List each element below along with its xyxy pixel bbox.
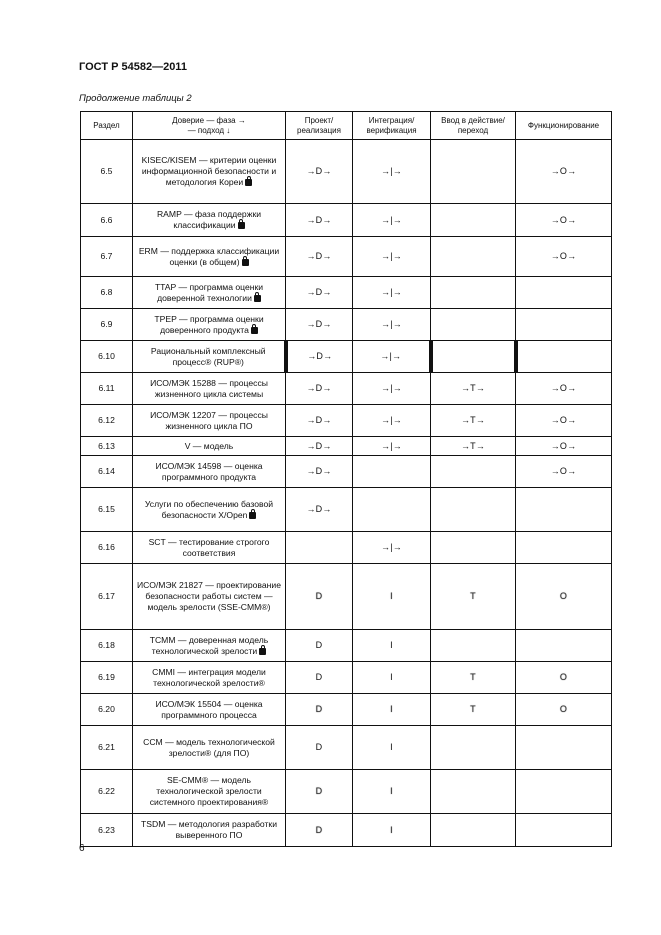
approach-cell (133, 437, 286, 456)
section-cell: 6.16 (81, 532, 133, 564)
operation-cell: →O→ (516, 140, 612, 204)
design-cell: →D→ (286, 140, 353, 204)
operation-cell (516, 309, 612, 341)
design-cell: →D→ (286, 373, 353, 405)
approach-text: TCMM — доверенная модель технологической зрелости (149, 634, 269, 656)
lock-icon (254, 295, 261, 302)
approach-text: KISEC/KISEM — критерии оценки информационной безопасности и методология Кореи (141, 155, 277, 187)
table-row (81, 488, 612, 532)
approach-text: ИСО/МЭК 12207 — процессы жизненного цикла ПО (150, 409, 268, 431)
transition-cell (431, 456, 516, 488)
approach-cell (133, 662, 286, 694)
transition-cell: →T→ (431, 405, 516, 437)
section-cell: 6.7 (81, 237, 133, 277)
col-header-operation: Функционирование (516, 112, 612, 140)
approach-cell (133, 405, 286, 437)
operation-cell: →O→ (516, 437, 612, 456)
transition-cell (431, 630, 516, 662)
design-cell: →D→ (286, 341, 353, 373)
transition-cell (431, 204, 516, 237)
transition-cell (431, 309, 516, 341)
table-header-row (81, 112, 612, 140)
table-row (81, 204, 612, 237)
approach-text: ИСО/МЭК 15288 — процессы жизненного цикла системы (150, 377, 268, 399)
approach-text: SE-CMM® — модель технологической зрелости системного проектирования® (149, 775, 269, 807)
integration-cell: →|→ (353, 373, 431, 405)
table-row (81, 437, 612, 456)
lock-icon (251, 327, 258, 334)
operation-cell: O (516, 662, 612, 694)
section-cell: 6.18 (81, 630, 133, 662)
col-header-transition: Ввод в действие/ переход (431, 112, 516, 140)
transition-cell (431, 532, 516, 564)
transition-cell (431, 140, 516, 204)
approach-cell (133, 373, 286, 405)
section-cell: 6.9 (81, 309, 133, 341)
transition-cell (431, 488, 516, 532)
operation-cell: O (516, 564, 612, 630)
design-cell: D (286, 814, 353, 847)
design-cell: →D→ (286, 309, 353, 341)
integration-cell (353, 488, 431, 532)
approach-text: ИСО/МЭК 21827 — проектирование безопасности работы систем — модель зрелости (SSE-CMM®) (137, 580, 281, 612)
integration-cell: →|→ (353, 237, 431, 277)
table-row (81, 341, 612, 373)
integration-cell: I (353, 814, 431, 847)
transition-cell: T (431, 564, 516, 630)
approach-text: V — модель (184, 440, 234, 451)
section-cell: 6.15 (81, 488, 133, 532)
operation-cell: →O→ (516, 237, 612, 277)
section-cell: 6.11 (81, 373, 133, 405)
approach-cell (133, 140, 286, 204)
integration-cell: I (353, 770, 431, 814)
approach-text: TSDM — методология разработки выверенного ПО (141, 819, 277, 840)
approach-cell (133, 770, 286, 814)
table-row (81, 662, 612, 694)
approach-cell (133, 277, 286, 309)
integration-cell: I (353, 694, 431, 726)
table-row (81, 564, 612, 630)
design-cell: D (286, 694, 353, 726)
design-cell: D (286, 726, 353, 770)
operation-cell: O (516, 694, 612, 726)
design-cell: →D→ (286, 488, 353, 532)
section-cell: 6.20 (81, 694, 133, 726)
integration-cell: →|→ (353, 277, 431, 309)
section-cell: 6.5 (81, 140, 133, 204)
approach-cell (133, 204, 286, 237)
section-cell: 6.21 (81, 726, 133, 770)
table-row (81, 694, 612, 726)
operation-cell (516, 770, 612, 814)
operation-cell (516, 630, 612, 662)
trust-phase-table (80, 111, 612, 847)
lock-icon (259, 648, 266, 655)
section-cell: 6.12 (81, 405, 133, 437)
approach-cell (133, 237, 286, 277)
approach-text: RAMP — фаза поддержки классификации (156, 209, 262, 230)
integration-cell: →|→ (353, 204, 431, 237)
integration-cell: →|→ (353, 437, 431, 456)
transition-cell (431, 770, 516, 814)
col-header-section: Раздел (81, 112, 133, 140)
table-row (81, 309, 612, 341)
col-header-integration: Интеграция/ верификация (353, 112, 431, 140)
design-cell: →D→ (286, 437, 353, 456)
approach-text: TPEP — программа оценки доверенного продукта (154, 313, 264, 335)
integration-cell: I (353, 726, 431, 770)
transition-cell: T (431, 694, 516, 726)
approach-cell (133, 309, 286, 341)
transition-cell (431, 277, 516, 309)
design-cell (286, 532, 353, 564)
table-row (81, 277, 612, 309)
col-header-approach: Доверие — фаза → — подход ↓ (133, 112, 286, 140)
table-continuation-label: Продолжение таблицы 2 (79, 93, 192, 104)
col-header-design: Проект/ реализация (286, 112, 353, 140)
design-cell: →D→ (286, 456, 353, 488)
approach-cell (133, 341, 286, 373)
approach-cell (133, 564, 286, 630)
design-cell: D (286, 770, 353, 814)
table-row (81, 532, 612, 564)
operation-cell (516, 341, 612, 373)
transition-cell (431, 726, 516, 770)
operation-cell (516, 488, 612, 532)
integration-cell: I (353, 564, 431, 630)
design-cell: D (286, 662, 353, 694)
lock-icon (238, 222, 245, 229)
table-row (81, 770, 612, 814)
table-row (81, 630, 612, 662)
design-cell: →D→ (286, 237, 353, 277)
section-cell: 6.23 (81, 814, 133, 847)
transition-cell (431, 814, 516, 847)
approach-text: TTAP — программа оценки доверенной технологии (154, 281, 264, 303)
approach-text: Рациональный комплексный процесс® (RUP®) (150, 345, 266, 367)
approach-text: ИСО/МЭК 15504 — оценка программного процесса (155, 698, 263, 720)
design-cell: →D→ (286, 405, 353, 437)
integration-cell: I (353, 662, 431, 694)
section-cell: 6.14 (81, 456, 133, 488)
approach-text: SCT — тестирование строгого соответствия (148, 536, 270, 558)
transition-cell: →T→ (431, 437, 516, 456)
approach-cell (133, 456, 286, 488)
approach-text: Услуги по обеспечению базовой безопасности X/Open (144, 498, 274, 520)
table-row (81, 814, 612, 847)
transition-cell: →T→ (431, 373, 516, 405)
integration-cell: →|→ (353, 405, 431, 437)
page-number: 6 (79, 843, 85, 854)
operation-cell: →O→ (516, 373, 612, 405)
section-cell: 6.19 (81, 662, 133, 694)
design-cell: →D→ (286, 204, 353, 237)
integration-cell (353, 456, 431, 488)
table-row (81, 373, 612, 405)
approach-cell (133, 488, 286, 532)
approach-text: CCM — модель технологической зрелости® (для ПО) (143, 736, 275, 758)
table-row (81, 405, 612, 437)
integration-cell: I (353, 630, 431, 662)
table-row (81, 140, 612, 204)
design-cell: →D→ (286, 277, 353, 309)
section-cell: 6.22 (81, 770, 133, 814)
approach-cell (133, 814, 286, 847)
section-cell: 6.17 (81, 564, 133, 630)
operation-cell (516, 277, 612, 309)
operation-cell (516, 814, 612, 847)
approach-cell (133, 532, 286, 564)
section-cell: 6.6 (81, 204, 133, 237)
integration-cell: →|→ (353, 532, 431, 564)
integration-cell: →|→ (353, 341, 431, 373)
operation-cell: →O→ (516, 456, 612, 488)
table-row (81, 456, 612, 488)
lock-icon (242, 259, 249, 266)
operation-cell (516, 726, 612, 770)
operation-cell: →O→ (516, 405, 612, 437)
approach-cell (133, 630, 286, 662)
integration-cell: →|→ (353, 140, 431, 204)
transition-cell (431, 341, 516, 373)
lock-icon (245, 179, 252, 186)
transition-cell (431, 237, 516, 277)
design-cell: D (286, 564, 353, 630)
design-cell: D (286, 630, 353, 662)
section-cell: 6.8 (81, 277, 133, 309)
approach-text: ERM — поддержка классификации оценки (в общем) (138, 245, 280, 267)
operation-cell (516, 532, 612, 564)
table-row (81, 237, 612, 277)
approach-cell (133, 694, 286, 726)
document-title: ГОСТ Р 54582—2011 (79, 61, 187, 73)
approach-cell (133, 726, 286, 770)
section-cell: 6.13 (81, 437, 133, 456)
approach-text: CMMI — интеграция модели технологической зрелости® (152, 666, 266, 688)
operation-cell: →O→ (516, 204, 612, 237)
table-row (81, 726, 612, 770)
section-cell: 6.10 (81, 341, 133, 373)
integration-cell: →|→ (353, 309, 431, 341)
lock-icon (249, 512, 256, 519)
approach-text: ИСО/МЭК 14598 — оценка программного продукта (155, 460, 263, 482)
transition-cell: T (431, 662, 516, 694)
